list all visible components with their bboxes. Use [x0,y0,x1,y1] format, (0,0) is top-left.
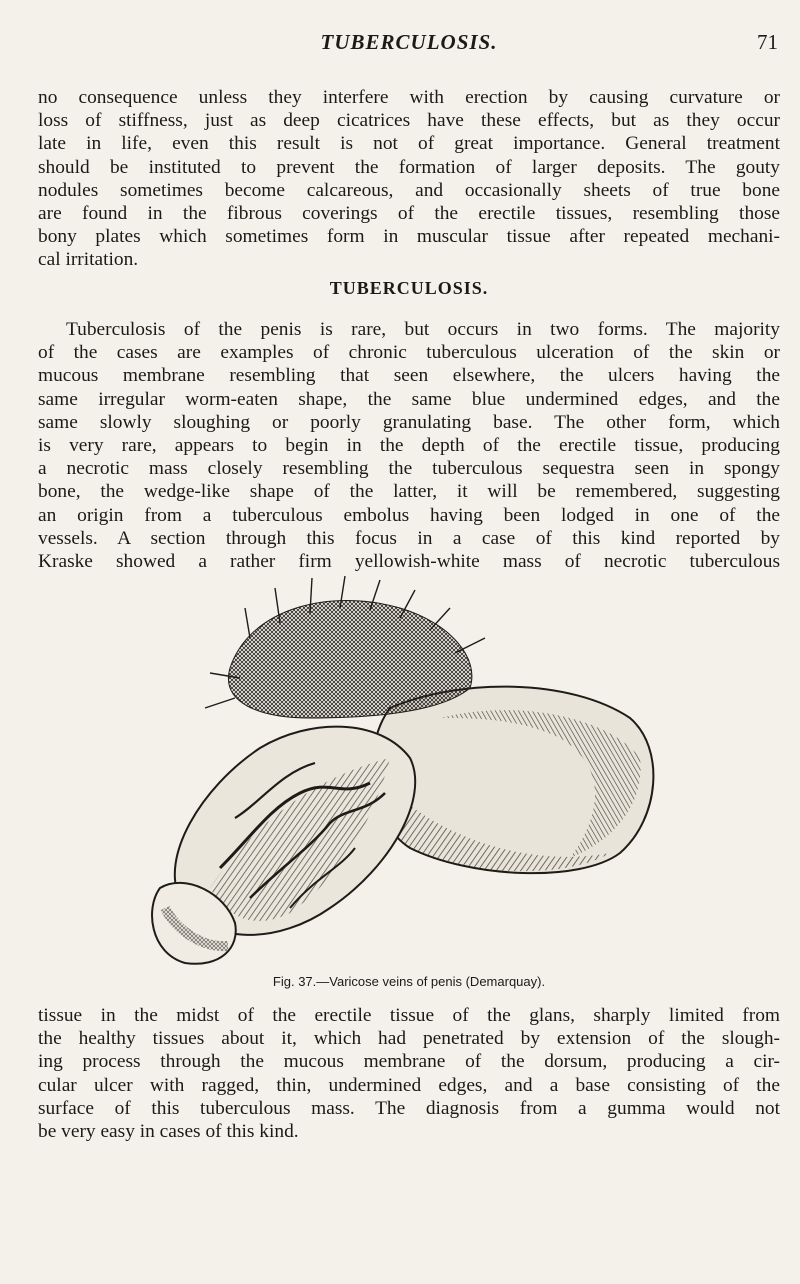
paragraph-line: bone, the wedge-like shape of the latter, it will be remembered, suggesting [38,481,780,503]
paragraph-line: an origin from a tuberculous embolus having been lodged in one of the [38,504,780,526]
paragraph-line: same irregular worm-eaten shape, the same blue undermined edges, and the [38,388,780,410]
figure-illustration [140,568,670,968]
paragraph-line: surface of this tuberculous mass. The diagnosis from a gumma would not [38,1097,780,1119]
paragraph-line: vessels. A section through this focus in a case of this kind reported by [38,527,780,549]
paragraph-line: bony plates which sometimes form in muscular tissue after repeated mechani- [38,226,780,248]
paragraph-line: be very easy in cases of this kind. [38,1121,299,1143]
paragraph-3 [38,1004,780,1143]
paragraph-line: is very rare, appears to begin in the depth of the erectile tissue, producing [38,435,780,457]
paragraph-line: cular ulcer with ragged, thin, undermined edges, and a base consisting of the [38,1074,780,1096]
paragraph-1 [38,86,780,272]
paragraph-line: cal irritation. [38,249,139,271]
paragraph-line: same slowly sloughing or poorly granulating base. The other form, which [38,411,780,433]
figure-caption: Fig. 37.—Varicose veins of penis (Demarquay). [272,974,546,989]
section-heading: TUBERCULOSIS. [329,278,489,298]
paragraph-line: late in life, even this result is not of great importance. General treatment [38,133,780,155]
paragraph-line: mucous membrane resembling that seen elsewhere, the ulcers having the [38,365,780,387]
paragraph-line: should be instituted to prevent the formation of larger deposits. The gouty [38,156,780,178]
paragraph-line: the healthy tissues about it, which had penetrated by extension of the slough- [38,1028,780,1050]
paragraph-line: of the cases are examples of chronic tuberculous ulceration of the skin or [38,342,780,364]
page-header [38,30,780,60]
paragraph-line: nodules sometimes become calcareous, and occasionally sheets of true bone [38,179,780,201]
paragraph-line: Kraske showed a rather firm yellowish-white mass of necrotic tuberculous [38,551,780,573]
page-number: 71 [757,30,778,54]
paragraph-2 [38,318,780,573]
paragraph-line: are found in the fibrous coverings of the erectile tissues, resembling those [38,203,780,225]
paragraph-line: ing process through the mucous membrane of the dorsum, producing a cir- [38,1051,780,1073]
running-title: TUBERCULOSIS. [320,30,498,54]
paragraph-line: loss of stiffness, just as deep cicatrices have these effects, but as they occur [38,110,780,132]
paragraph-line: Tuberculosis of the penis is rare, but occurs in two forms. The majority [66,319,780,340]
paragraph-line: no consequence unless they interfere with erection by causing curvature or [38,87,780,108]
paragraph-line: tissue in the midst of the erectile tissue of the glans, sharply limited from [38,1005,780,1026]
paragraph-line: a necrotic mass closely resembling the tuberculous sequestra seen in spongy [38,458,780,480]
engraving-illustration [140,568,670,968]
